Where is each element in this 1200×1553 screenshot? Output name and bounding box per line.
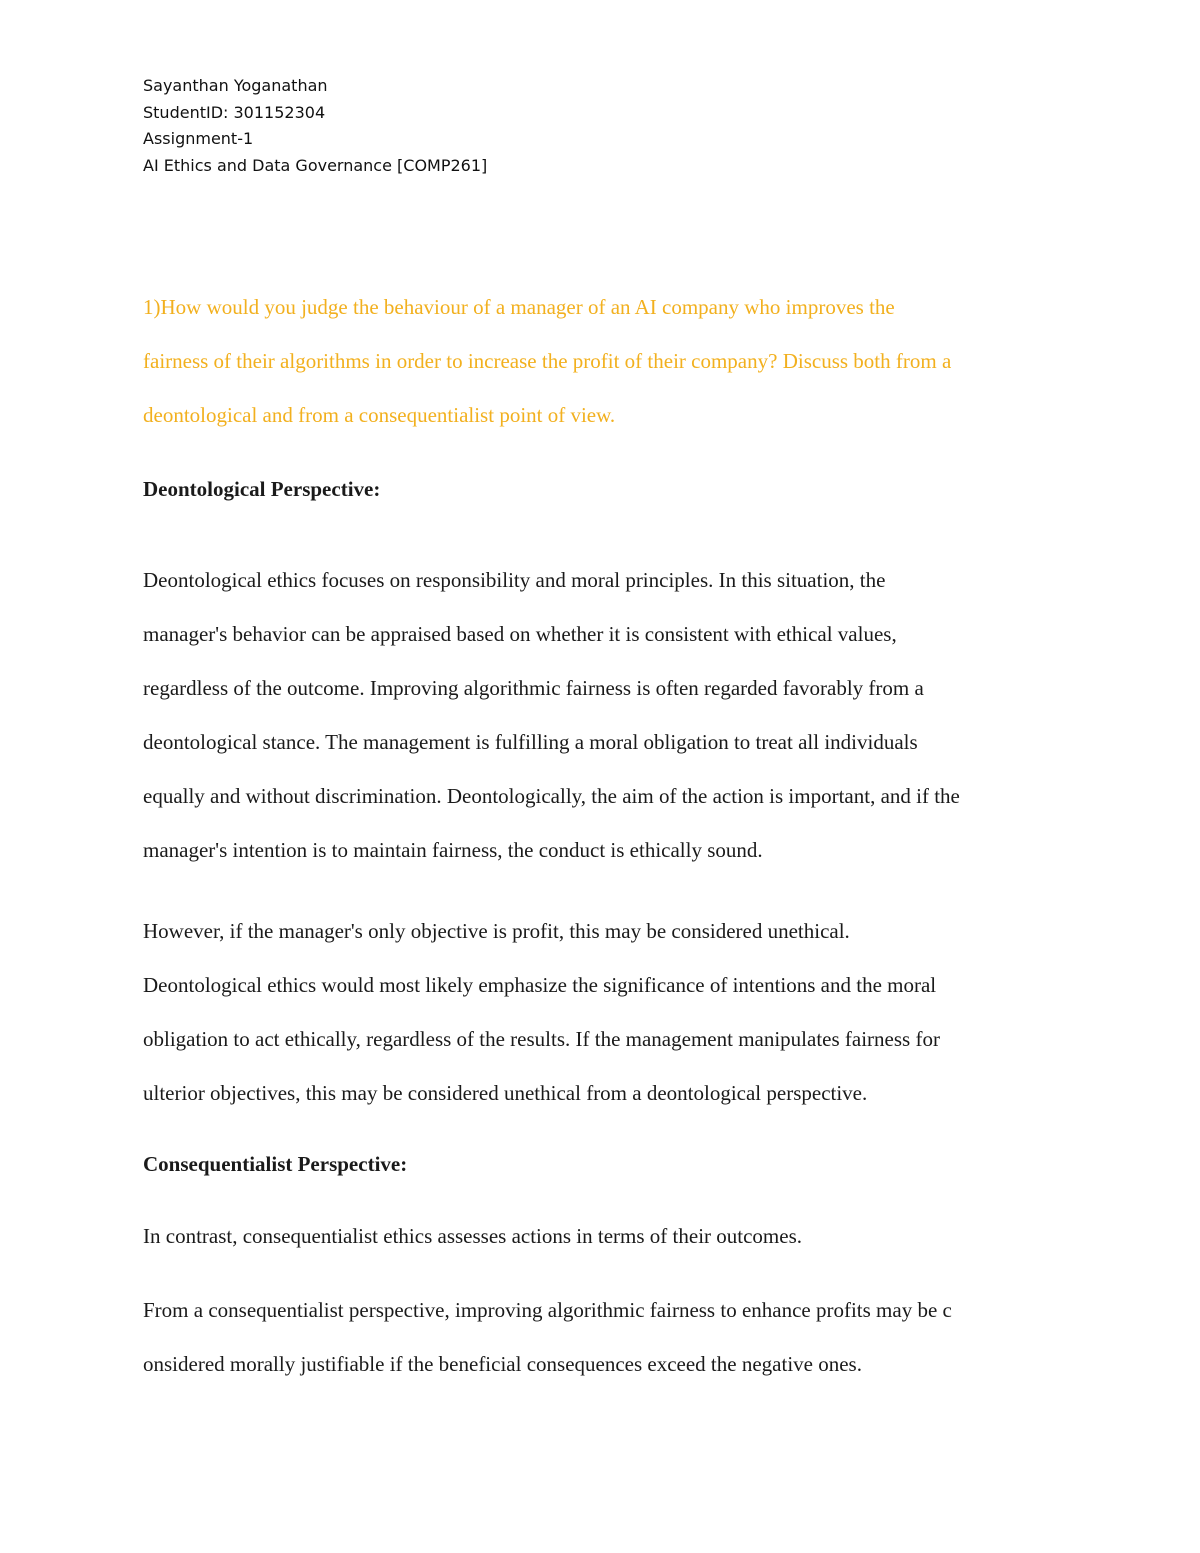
paragraph-line: However, if the manager's only objective is profit, this may be considered unethical. bbox=[143, 919, 850, 943]
paragraph-line: manager's intention is to maintain fairness, the conduct is ethically sound. bbox=[143, 838, 763, 862]
author-name: Sayanthan Yoganathan bbox=[143, 76, 328, 95]
question-line: fairness of their algorithms in order to increase the profit of their company? Discuss both from a bbox=[143, 349, 952, 373]
assignment-title: Assignment-1 bbox=[143, 129, 254, 148]
deontological-heading: Deontological Perspective: bbox=[143, 477, 381, 501]
consequentialist-paragraph-1 bbox=[143, 1221, 1103, 1252]
consequentialist-heading: Consequentialist Perspective: bbox=[143, 1152, 408, 1176]
paragraph-line: manager's behavior can be appraised based on whether it is consistent with ethical values, bbox=[143, 622, 897, 646]
paragraph-line: deontological stance. The management is fulfilling a moral obligation to treat all individuals bbox=[143, 730, 918, 754]
question-line: 1)How would you judge the behaviour of a manager of an AI company who improves the bbox=[143, 295, 895, 319]
question-line: deontological and from a consequentialist point of view. bbox=[143, 403, 616, 427]
consequentialist-paragraph-2 bbox=[143, 1283, 1103, 1391]
paragraph-line: regardless of the outcome. Improving algorithmic fairness is often regarded favorably from a bbox=[143, 676, 924, 700]
paragraph-line: obligation to act ethically, regardless of the results. If the management manipulates fairness for bbox=[143, 1027, 940, 1051]
student-id: StudentID: 301152304 bbox=[143, 102, 326, 122]
paragraph-line: Deontological ethics focuses on responsibility and moral principles. In this situation, the bbox=[143, 568, 886, 592]
deontological-paragraph-1 bbox=[143, 553, 1103, 877]
paragraph-line: onsidered morally justifiable if the beneficial consequences exceed the negative ones. bbox=[143, 1352, 862, 1376]
course-title: AI Ethics and Data Governance [COMP261] bbox=[143, 155, 488, 175]
question-text bbox=[143, 280, 1103, 442]
paragraph-line: Deontological ethics would most likely emphasize the significance of intentions and the moral bbox=[143, 973, 937, 997]
paragraph-line: ulterior objectives, this may be considered unethical from a deontological perspective. bbox=[143, 1081, 868, 1105]
document-header bbox=[143, 73, 487, 179]
paragraph-line: In contrast, consequentialist ethics assesses actions in terms of their outcomes. bbox=[143, 1224, 803, 1248]
paragraph-line: From a consequentialist perspective, improving algorithmic fairness to enhance profits may be c bbox=[143, 1298, 952, 1322]
deontological-paragraph-2 bbox=[143, 904, 1103, 1120]
paragraph-line: equally and without discrimination. Deontologically, the aim of the action is important, and if the bbox=[143, 784, 960, 808]
